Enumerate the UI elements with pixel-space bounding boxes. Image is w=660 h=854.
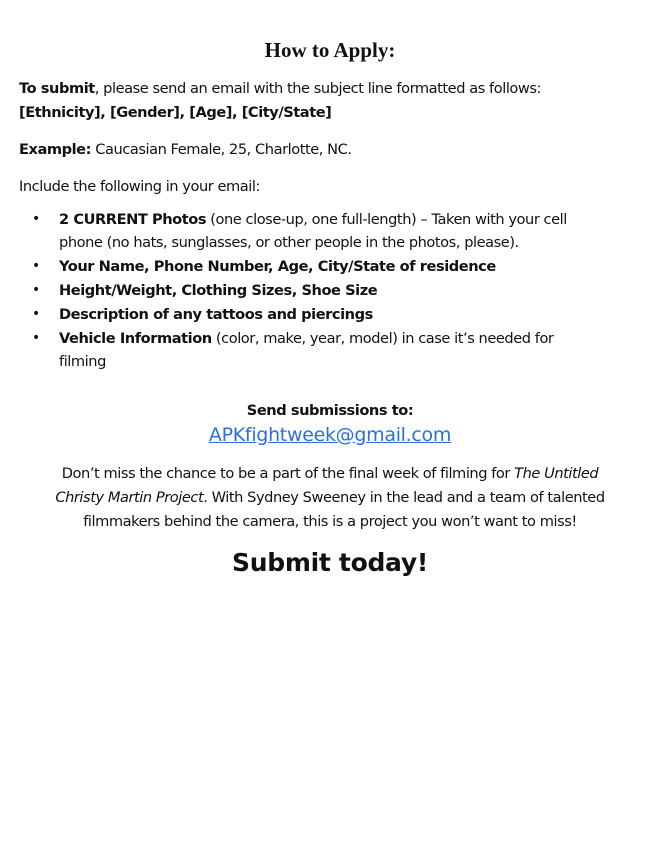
bullet-icon: •	[32, 211, 40, 227]
item-bold: 2 CURRENT Photos	[59, 211, 207, 228]
page-title: How to Apply:	[264, 38, 396, 62]
item-bold: Height/Weight, Clothing Sizes, Shoe Size	[59, 282, 378, 299]
item-rest: (one close-up, one full-length) – Taken with your cell	[206, 211, 567, 228]
closing-text: Don’t miss the chance to be a part of the final week of filming for	[61, 465, 515, 482]
closing-line-3: filmmakers behind the camera, this is a project you won’t want to miss!	[83, 513, 577, 530]
include-heading: Include the following in your email:	[19, 178, 260, 195]
intro-rest: , please send an email with the subject line formatted as follows:	[94, 80, 542, 97]
bullet-icon: •	[32, 330, 40, 346]
email-link[interactable]: APKfightweek@gmail.com	[208, 424, 452, 446]
closing-line-2	[0, 489, 660, 506]
send-label: Send submissions to:	[246, 402, 414, 419]
item-bold: Description of any tattoos and piercings	[59, 306, 373, 323]
closing-text: . With Sydney Sweeney in the lead and a team of talented	[203, 489, 605, 506]
item-continuation: phone (no hats, sunglasses, or other people in the photos, please).	[59, 234, 519, 251]
subject-format: [Ethnicity], [Gender], [Age], [City/State]	[19, 104, 332, 121]
example-value: Caucasian Female, 25, Charlotte, NC.	[91, 141, 352, 158]
item-rest: (color, make, year, model) in case it’s needed for	[211, 330, 554, 347]
example-label: Example:	[19, 141, 92, 158]
project-title-part-1: The Untitled	[514, 465, 599, 482]
example-line	[19, 141, 352, 158]
intro-line	[19, 80, 541, 97]
call-to-action: Submit today!	[232, 548, 428, 577]
item-bold: Vehicle Information	[59, 330, 212, 347]
project-title-part-2: Christy Martin Project	[55, 489, 204, 506]
item-bold: Your Name, Phone Number, Age, City/State of residence	[59, 258, 496, 275]
item-continuation: filming	[59, 353, 106, 370]
bullet-icon: •	[32, 306, 40, 322]
bullet-icon: •	[32, 282, 40, 298]
intro-lead: To submit	[19, 80, 95, 97]
bullet-icon: •	[32, 258, 40, 274]
closing-line-1	[0, 465, 660, 482]
